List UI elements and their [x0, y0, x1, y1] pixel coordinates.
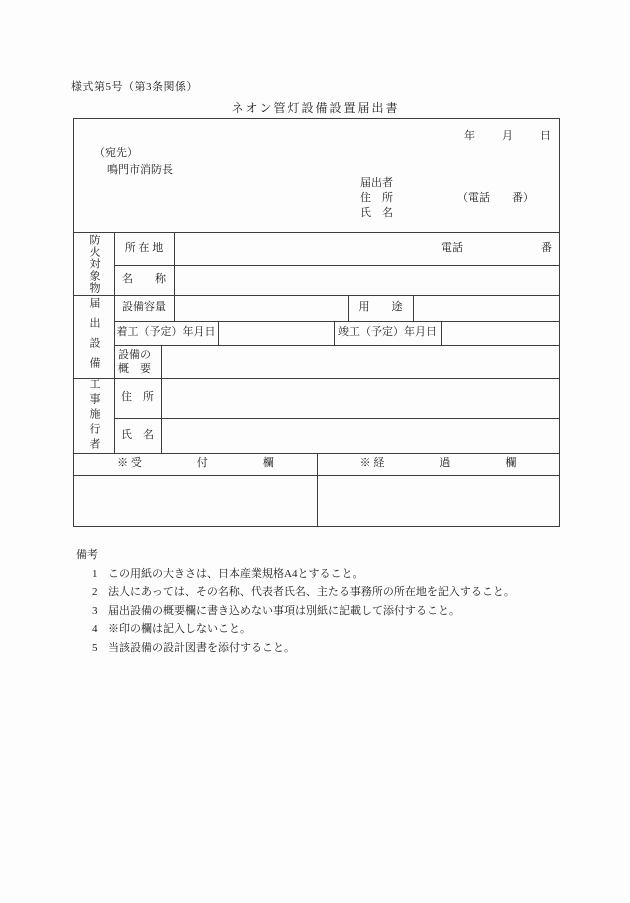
- note-number: 5: [92, 641, 98, 654]
- date-day-label: 日: [540, 130, 551, 142]
- note-number: 4: [92, 623, 98, 636]
- contractor-address-value-cell: [161, 378, 559, 418]
- row-label-use: 用 途: [358, 301, 403, 314]
- outline-label-line1: 設備の: [118, 348, 151, 361]
- note-number: 2: [92, 586, 98, 599]
- note-item: [92, 620, 566, 639]
- progress-area: [317, 475, 559, 526]
- notifier-label: 届出者: [360, 177, 393, 189]
- note-item: [92, 602, 566, 621]
- page-title: ネオン管灯設備設置届出書: [231, 101, 400, 115]
- notes-title: 備考: [76, 549, 98, 561]
- row-label-start-date: 着工（予定）年月日: [116, 326, 216, 339]
- location-value-cell: [174, 232, 559, 265]
- section-label-contractor: 工事施行者: [88, 378, 100, 453]
- row-label-location: 所 在 地: [124, 241, 164, 254]
- reception-area: [74, 475, 317, 526]
- note-number: 1: [92, 567, 98, 580]
- form-number-text: 様式第5号（第3条関係）: [71, 81, 198, 93]
- outline-value-cell: [161, 345, 559, 378]
- note-text: 当該設備の設計図書を添付すること。: [108, 641, 295, 654]
- note-text: 法人にあっては、その名称、代表者氏名、主たる事務所の所在地を記入すること。: [108, 586, 515, 599]
- row-label-completion-date: 竣工（予定）年月日: [338, 326, 437, 339]
- note-item: [92, 565, 566, 584]
- row-label-capacity: 設備容量: [122, 301, 166, 314]
- row-label-contractor-name: 氏 名: [121, 428, 154, 441]
- start-date-value-cell: [218, 321, 334, 345]
- section-label-fire-object: 防火対象物: [88, 233, 100, 294]
- notifier-address-label: 住 所: [360, 192, 393, 204]
- date-year-label: 年: [464, 130, 475, 142]
- row-label-name: 名 称: [122, 273, 166, 286]
- row-label-contractor-address: 住 所: [121, 391, 154, 404]
- notifier-name-label: 氏 名: [360, 207, 393, 219]
- contractor-name-value-cell: [161, 418, 559, 453]
- date-month-label: 月: [502, 130, 513, 142]
- note-text: 届出設備の概要欄に書き込めない事項は別紙に記載して添付すること。: [108, 604, 460, 617]
- notes-section: [76, 546, 566, 658]
- note-text: この用紙の大きさは、日本産業規格A4とすること。: [108, 567, 364, 580]
- addressee-label: （宛先）: [94, 147, 138, 159]
- completion-date-value-cell: [441, 321, 559, 345]
- use-value-cell: [413, 295, 559, 321]
- addressee-name: 鳴門市消防長: [107, 164, 173, 176]
- notification-form-table: [73, 118, 560, 527]
- note-text: ※印の欄は記入しないこと。: [108, 623, 251, 636]
- phone-label: 電話: [441, 242, 463, 254]
- progress-column-header: ※ 経 過 欄: [359, 457, 517, 470]
- capacity-value-cell: [174, 295, 348, 321]
- name-value-cell: [174, 265, 559, 295]
- reception-column-header: ※ 受 付 欄: [117, 457, 274, 470]
- outline-label-line2: 概 要: [118, 362, 151, 375]
- note-item: [92, 583, 566, 602]
- phone-suffix-label: 番: [541, 242, 552, 254]
- row-label-outline: [114, 345, 161, 378]
- note-item: [92, 639, 566, 658]
- section-label-equipment: 届出設備: [88, 296, 100, 377]
- note-number: 3: [92, 604, 98, 617]
- notifier-phone-label: （電話 番）: [457, 192, 534, 204]
